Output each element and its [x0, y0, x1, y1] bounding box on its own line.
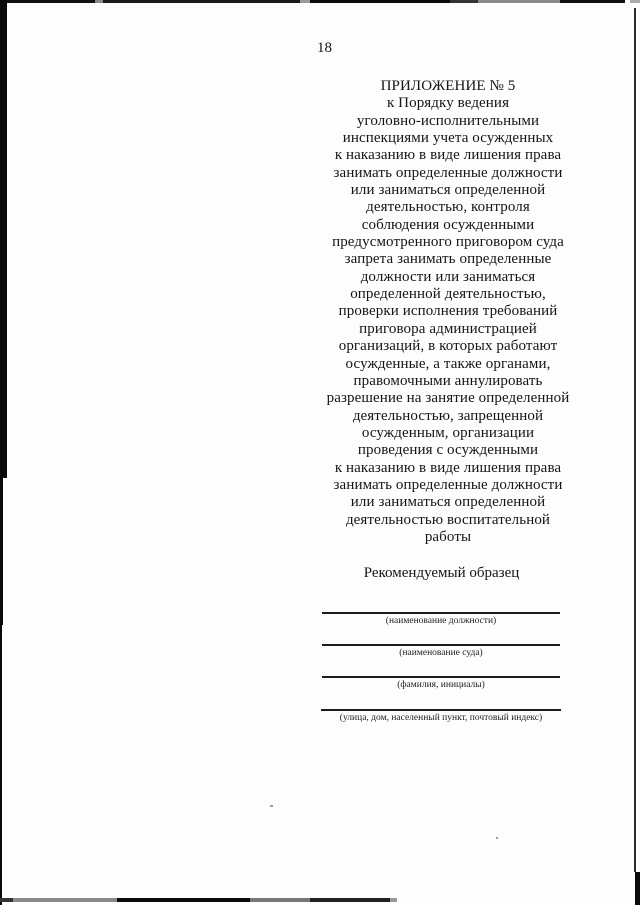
- scan-bottom-bar-segment: [13, 898, 117, 902]
- appendix-line: разрешение на занятие определенной: [326, 390, 570, 407]
- field-caption: (наименование должности): [385, 616, 497, 626]
- appendix-line: деятельностью воспитательной: [345, 511, 551, 528]
- appendix-line: осужденные, а также органами,: [345, 355, 551, 372]
- form-field-position-name: [322, 612, 560, 627]
- appendix-line: проведения с осужденными: [357, 442, 539, 459]
- scan-bottom-bar-segment: [390, 898, 397, 902]
- scan-top-bar-segment: [103, 0, 300, 3]
- scan-speck: [496, 837, 498, 839]
- appendix-line: инспекциями учета осужденных: [342, 130, 554, 147]
- scan-bottom-bar-segment: [310, 898, 390, 902]
- appendix-line: приговора администрацией: [359, 320, 537, 337]
- field-caption: (улица, дом, населенный пункт, почтовый индекс): [339, 713, 543, 723]
- appendix-line: проверки исполнения требований: [338, 303, 558, 320]
- appendix-line: определенной деятельностью,: [350, 286, 546, 303]
- field-caption: (наименование суда): [399, 648, 483, 658]
- appendix-line: запрета занимать определенные: [344, 251, 552, 268]
- appendix-line: предусмотренного приговором суда: [332, 234, 564, 251]
- form-field-surname-initials: [322, 676, 560, 691]
- scan-top-bar-segment: [300, 0, 310, 3]
- appendix-line: должности или заниматься: [360, 268, 536, 285]
- signature-line: [322, 676, 560, 678]
- scan-speck: [270, 805, 273, 807]
- form-field-address: [321, 709, 561, 724]
- scan-top-bar-segment: [630, 0, 640, 3]
- appendix-line: к наказанию в виде лишения права: [334, 459, 562, 476]
- appendix-line: правомочными аннулировать: [353, 372, 543, 389]
- appendix-line: к Порядку ведения: [386, 95, 510, 112]
- scan-right-line: [635, 872, 640, 905]
- appendix-line: организаций, в которых работают: [338, 338, 558, 355]
- field-caption: (фамилия, инициалы): [397, 680, 485, 690]
- scan-top-bar-segment: [0, 0, 95, 3]
- form-field-court-name: [322, 644, 560, 659]
- appendix-line: к наказанию в виде лишения права: [334, 147, 562, 164]
- scan-bottom-bar-segment: [0, 898, 13, 902]
- appendix-line: занимать определенные должности: [333, 164, 563, 181]
- scan-top-bar-segment: [478, 0, 560, 3]
- appendix-line: или заниматься определенной: [350, 182, 546, 199]
- scan-top-bar-segment: [450, 0, 478, 3]
- scan-left-bar: [0, 625, 2, 905]
- appendix-line: уголовно-исполнительными: [356, 112, 540, 129]
- signature-line: [322, 644, 560, 646]
- recommended-sample-label: Рекомендуемый образец: [363, 565, 520, 581]
- appendix-line: соблюдения осужденными: [361, 216, 535, 233]
- scan-top-bar-segment: [560, 0, 625, 3]
- scan-bottom-bar-segment: [250, 898, 310, 902]
- appendix-line: работы: [424, 528, 472, 545]
- scan-top-bar-segment: [310, 0, 450, 3]
- scan-left-bar: [0, 0, 7, 478]
- appendix-line: деятельностью, контроля: [366, 199, 530, 216]
- appendix-line: ПРИЛОЖЕНИЕ № 5: [380, 78, 516, 94]
- scan-top-bar-segment: [95, 0, 103, 3]
- appendix-line: осужденным, организации: [361, 424, 535, 441]
- scan-right-line: [634, 8, 636, 872]
- appendix-line: деятельностью, запрещенной: [352, 407, 544, 424]
- scan-left-bar: [0, 478, 3, 625]
- appendix-line: или заниматься определенной: [350, 494, 546, 511]
- appendix-line: занимать определенные должности: [333, 476, 563, 493]
- scan-bottom-bar-segment: [117, 898, 250, 902]
- page-number: 18: [317, 40, 332, 56]
- appendix-heading-block: [320, 78, 576, 546]
- signature-line: [322, 612, 560, 614]
- signature-line: [321, 709, 561, 711]
